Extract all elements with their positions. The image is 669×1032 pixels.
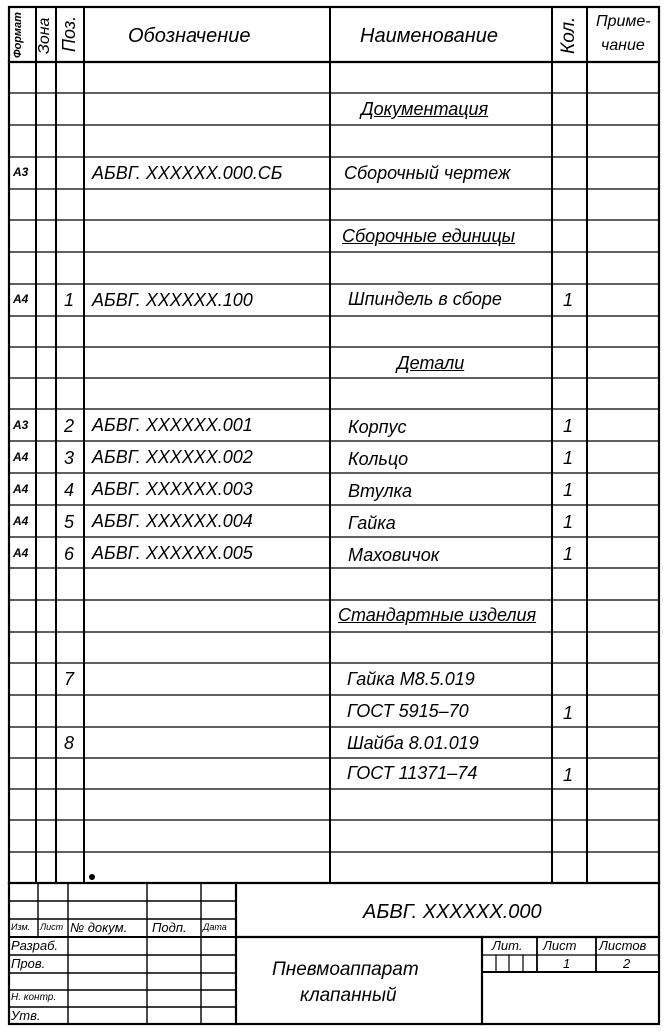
row-designation: АБВГ. XXXXXX.001 bbox=[92, 415, 253, 435]
row-qty: 1 bbox=[563, 290, 574, 310]
row-qty: 1 bbox=[563, 448, 574, 468]
row-designation: АБВГ. XXXXXX.100 bbox=[92, 290, 253, 310]
row-name: Гайка bbox=[348, 513, 396, 533]
sheet-label: Лист bbox=[543, 938, 577, 953]
section-documentation: Документация bbox=[361, 99, 489, 119]
row-name: ГОСТ 5915–70 bbox=[347, 701, 469, 721]
row-name: Втулка bbox=[348, 481, 413, 501]
row-qty: 1 bbox=[563, 765, 574, 785]
sheet-value: 1 bbox=[563, 956, 571, 971]
row-name: Шпиндель в сборе bbox=[348, 289, 502, 309]
row-pos: 6 bbox=[64, 544, 75, 564]
row-format: А4 bbox=[13, 546, 29, 560]
header-note-1: Приме- bbox=[596, 13, 651, 30]
row-pos: 2 bbox=[64, 416, 75, 436]
row-pos: 3 bbox=[64, 448, 75, 468]
row-qty: 1 bbox=[563, 416, 574, 436]
row-pos: 4 bbox=[64, 480, 75, 500]
row-name: Шайба 8.01.019 bbox=[347, 733, 479, 753]
row-name: Гайка М8.5.019 bbox=[347, 669, 475, 689]
sheets-label: Листов bbox=[599, 938, 647, 953]
row-qty: 1 bbox=[563, 703, 574, 723]
row-pos: 5 bbox=[64, 512, 75, 532]
row-format: А3 bbox=[13, 165, 29, 179]
header-format: Формат bbox=[12, 12, 24, 58]
row-qty: 1 bbox=[563, 544, 574, 564]
role-utv: Утв. bbox=[11, 1008, 41, 1023]
lit-label: Лит. bbox=[492, 938, 523, 953]
row-format: А4 bbox=[13, 482, 29, 496]
row-name: Кольцо bbox=[348, 449, 409, 469]
row-format: А4 bbox=[13, 292, 29, 306]
header-designation: Обозначение bbox=[128, 25, 251, 47]
role-prov: Пров. bbox=[11, 956, 46, 971]
row-name: Корпус bbox=[348, 417, 407, 437]
row-name: ГОСТ 11371–74 bbox=[347, 763, 478, 783]
col-izm: Изм. bbox=[11, 922, 31, 932]
doc-title-line-1: Пневмоаппарат bbox=[272, 959, 419, 980]
col-doc: № докум. bbox=[70, 920, 128, 935]
row-name: Маховичок bbox=[348, 545, 440, 565]
row-designation: АБВГ. XXXXXX.005 bbox=[92, 543, 253, 563]
row-designation: АБВГ. XXXXXX.004 bbox=[92, 511, 253, 531]
row-qty: 1 bbox=[563, 512, 574, 532]
section-standard-items: Стандартные изделия bbox=[338, 605, 537, 625]
row-pos: 8 bbox=[64, 733, 75, 753]
doc-number: АБВГ. XXXXXX.000 bbox=[363, 901, 542, 923]
header-qty: Кол. bbox=[558, 16, 579, 54]
row-designation: АБВГ. XXXXXX.000.СБ bbox=[92, 163, 283, 183]
row-pos: 1 bbox=[64, 290, 75, 310]
row-designation: АБВГ. XXXXXX.003 bbox=[92, 479, 253, 499]
header-zone: Зона bbox=[36, 17, 53, 54]
col-sign: Подп. bbox=[152, 920, 187, 935]
row-format: А3 bbox=[13, 418, 29, 432]
section-assembly-units: Сборочные единицы bbox=[342, 226, 516, 246]
role-razrab: Разраб. bbox=[11, 938, 59, 953]
header-pos: Поз. bbox=[59, 15, 79, 52]
section-parts: Детали bbox=[397, 353, 465, 373]
header-name: Наименование bbox=[360, 25, 499, 47]
row-qty: 1 bbox=[563, 480, 574, 500]
row-designation: АБВГ. XXXXXX.002 bbox=[92, 447, 253, 467]
sheets-value: 2 bbox=[623, 956, 631, 971]
header-note-2: чание bbox=[601, 37, 645, 54]
row-format: А4 bbox=[13, 450, 29, 464]
doc-title-line-2: клапанный bbox=[300, 985, 397, 1006]
role-n-kontr: Н. контр. bbox=[11, 992, 57, 1003]
row-name: Сборочный чертеж bbox=[344, 163, 511, 183]
col-date: Дата bbox=[203, 922, 227, 932]
row-pos: 7 bbox=[64, 669, 75, 689]
col-list: Лист bbox=[40, 922, 64, 932]
row-format: А4 bbox=[13, 514, 29, 528]
